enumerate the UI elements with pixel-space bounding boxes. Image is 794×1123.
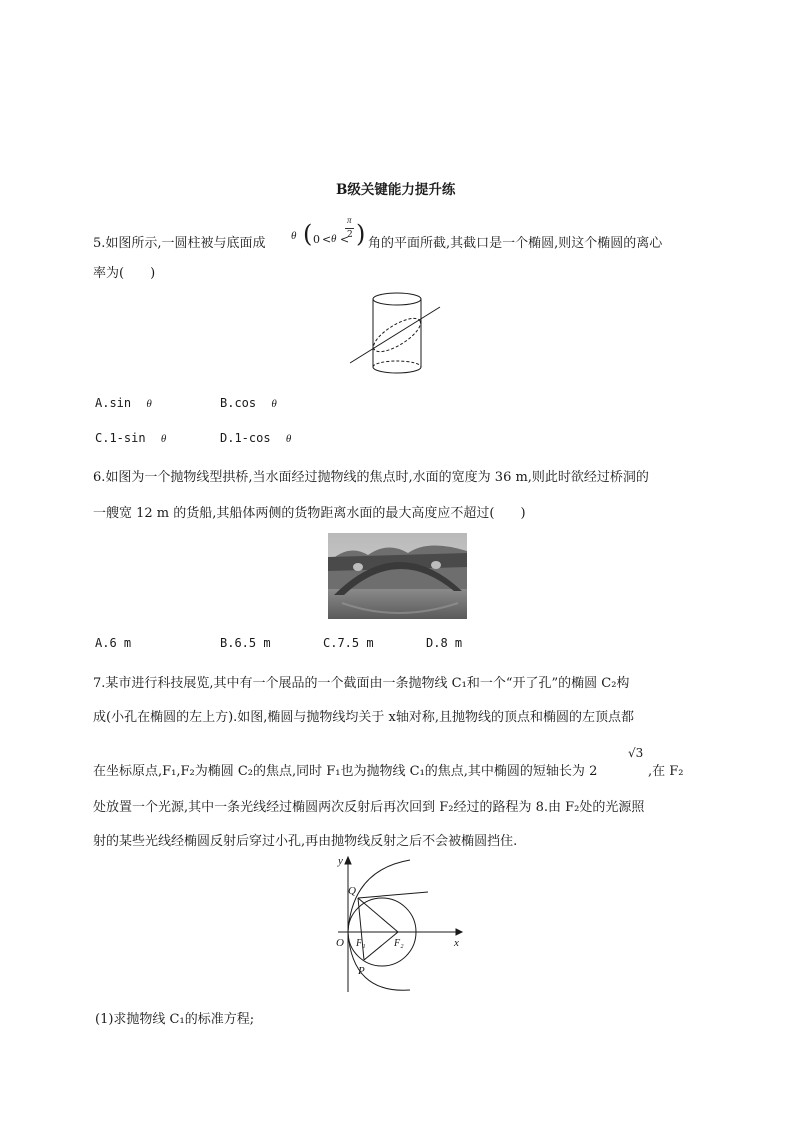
- coordinate-figure: [322, 852, 472, 994]
- cylinder-top: [373, 293, 421, 305]
- q5-cond-lt2: <: [340, 233, 350, 246]
- q5-cond-0: 0: [313, 233, 320, 246]
- q7-line2: 成(小孔在椭圆的左上方).如图,椭圆与抛物线均关于 x轴对称,且抛物线的顶点和椭圆的左顶点都: [93, 710, 635, 725]
- q5-cond-lt1: <: [322, 233, 332, 246]
- q5-option-c[interactable]: [95, 431, 166, 445]
- q5-line2: 率为( ): [93, 266, 156, 281]
- q5-option-d-label: D.1-cos: [220, 431, 271, 445]
- y-axis-arrow: [345, 857, 351, 864]
- q5-post-text: 角的平面所截,其截口是一个椭圆,则这个椭圆的离心: [368, 236, 663, 251]
- q5-theta: θ: [291, 230, 297, 242]
- q7-line3: [93, 760, 597, 779]
- q6-line1: 6.如图为一个抛物线型拱桥,当水面经过抛物线的焦点时,水面的宽度为 36 m,则此时欲经过桥洞的: [93, 470, 649, 485]
- q7-line3-end: ,在 F₂: [648, 764, 684, 779]
- q5-option-b-theta: θ: [271, 398, 277, 410]
- section-ellipse: [369, 312, 425, 358]
- label-o: O: [336, 937, 344, 949]
- q5-option-a[interactable]: [95, 396, 152, 410]
- q5-option-c-label: C.1-sin: [95, 431, 146, 445]
- q6-line2: 一艘宽 12 m 的货船,其船体两侧的货物距离水面的最大高度应不超过( ): [93, 506, 526, 521]
- q5-option-d[interactable]: [220, 431, 291, 445]
- q5-option-d-theta: θ: [285, 433, 292, 445]
- label-f1: F₁: [356, 938, 366, 949]
- q5-line1: [93, 232, 266, 251]
- q5-pre-text: 5.如图所示,一圆柱被与底面成: [93, 236, 266, 251]
- label-y: y: [338, 855, 343, 867]
- q5-paren-close: ): [356, 220, 366, 248]
- section-title: B级关键能力提升练: [336, 182, 456, 198]
- q6-option-c[interactable]: C.7.5 m: [323, 636, 374, 650]
- ray-q-out: [358, 892, 428, 898]
- ray-p-f2: [364, 932, 398, 960]
- cylinder-figure: [340, 285, 450, 385]
- cylinder-bottom-back: [373, 361, 421, 367]
- q7-line1: 7.某市进行科技展览,其中有一个展品的一个截面由一条抛物线 C₁和一个“开了孔”的椭圆 C₂构: [93, 676, 630, 691]
- q5-option-b-label: B.cos: [220, 396, 257, 410]
- q7-line4: 处放置一个光源,其中一条光线经过椭圆两次反射后再次回到 F₂经过的路程为 8.由 F₂处的光源照: [93, 800, 645, 815]
- q5-option-a-label: A.sin: [95, 396, 132, 410]
- label-x: x: [454, 937, 459, 949]
- ray-q-p: [358, 898, 364, 960]
- q5-pi: π: [347, 215, 352, 225]
- cutting-plane-line: [350, 307, 440, 363]
- ray-f2-q: [358, 898, 398, 932]
- q6-option-d[interactable]: D.8 m: [426, 636, 463, 650]
- q5-option-c-theta: θ: [160, 433, 167, 445]
- q5-option-b[interactable]: [220, 396, 277, 410]
- q7-sub1: (1)求抛物线 C₁的标准方程;: [95, 1012, 255, 1027]
- q5-paren-open: (: [303, 220, 313, 248]
- cylinder-bottom-front: [373, 367, 421, 373]
- q5-frac-bar: [345, 228, 354, 229]
- q7-sqrt3: √3: [628, 746, 644, 760]
- q7-line3-text: 在坐标原点,F₁,F₂为椭圆 C₂的焦点,同时 F₁也为抛物线 C₁的焦点,其中椭圆的短轴长为 2: [93, 764, 598, 779]
- label-q: Q: [348, 885, 356, 897]
- x-axis-arrow: [456, 929, 462, 935]
- q6-option-a[interactable]: A.6 m: [95, 636, 132, 650]
- label-f2: F₂: [394, 938, 404, 949]
- q5-two: 2: [347, 230, 353, 240]
- q7-line5: 射的某些光线经椭圆反射后穿过小孔,再由抛物线反射之后不会被椭圆挡住.: [93, 834, 518, 849]
- q5-cond-theta: θ: [331, 233, 337, 245]
- q5-option-a-theta: θ: [146, 398, 152, 410]
- bridge-photo: [328, 533, 467, 619]
- q6-option-b[interactable]: B.6.5 m: [220, 636, 271, 650]
- label-p: P: [358, 965, 365, 977]
